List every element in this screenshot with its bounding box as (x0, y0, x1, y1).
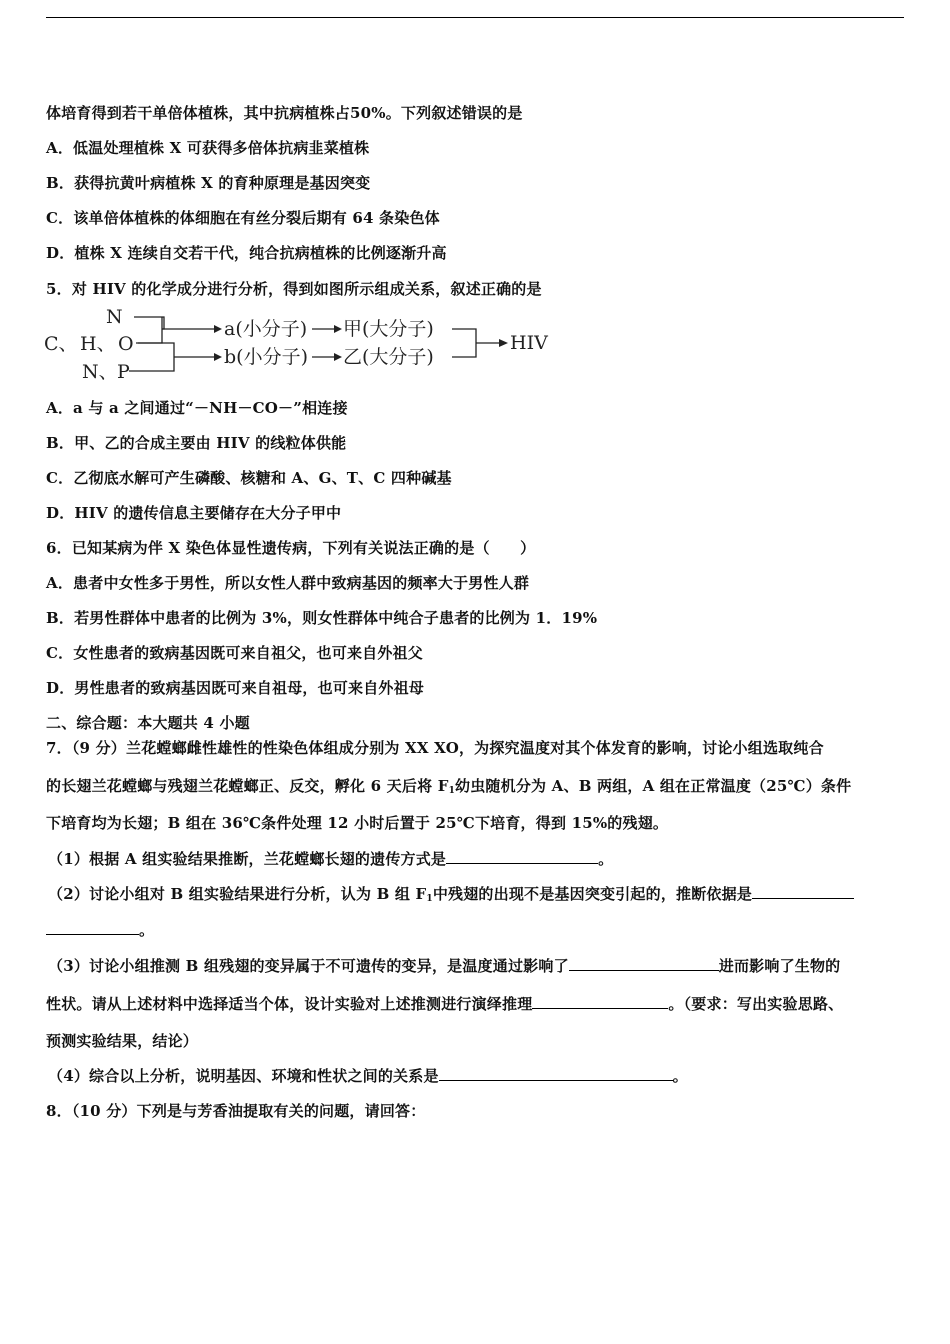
element-n-top: N (106, 306, 123, 328)
q7-part-3-req: 预测实验结果，结论） (46, 1032, 199, 1050)
element-c: C、 (44, 333, 78, 355)
q7-part-2: （2）讨论小组对 B 组实验结果进行分析，认为 B 组 $F_1$中残翅的出现不是基因突变引起的，推断依据是 (48, 884, 854, 909)
q6-option-c: C．女性患者的致病基因既可来自祖父，也可来自外祖父 (46, 644, 423, 662)
q7-part-3-cont: 性状。请从上述材料中选择适当个体，设计实验对上述推测进行演绎推理 。（要求：写出实验思路、 (46, 995, 844, 1013)
element-o: O (118, 333, 134, 355)
small-molecule-a: a(小分子) (224, 318, 308, 340)
answer-blank-4[interactable] (439, 1066, 673, 1081)
diagram-lines (129, 317, 499, 371)
q5-option-a: A．a 与 a 之间通过“－NH－CO－”相连接 (46, 399, 348, 417)
q5-option-c: C．乙彻底水解可产生磷酸、核糖和 A、G、T、C 四种碱基 (46, 469, 452, 487)
macromolecule-jia: 甲(大分子) (343, 318, 434, 340)
q6-option-b: B．若男性群体中患者的比例为 3%，则女性群体中纯合子患者的比例为 1．19% (46, 609, 598, 627)
small-molecule-b: b(小分子) (224, 346, 308, 368)
question-7-stem-1: 7．（9 分）兰花螳螂雌性雄性的性染色体组成分别为 XX XO，为探究温度对其个体发育的影响，讨论小组选取纯合 (46, 739, 824, 757)
q4-option-d: D．植株 X 连续自交若干代，纯合抗病植株的比例逐渐升高 (46, 244, 447, 262)
question-6-stem: 6．已知某病为伴 X 染色体显性遗传病，下列有关说法正确的是（ ） (46, 539, 536, 557)
q7-part-3: （3）讨论小组推测 B 组残翅的变异属于不可遗传的变异，是温度通过影响了 进而影响了生物的 (48, 957, 841, 975)
q5-option-b: B．甲、乙的合成主要由 HIV 的线粒体供能 (46, 434, 347, 452)
question-7-stem-3: 下培育均为长翅；B 组在 36℃条件处理 12 小时后置于 25℃下培育，得到 15%的残翅。 (46, 814, 669, 832)
q7-part-1: （1）根据 A 组实验结果推断，兰花螳螂长翅的遗传方式是 。 (48, 850, 614, 868)
q4-option-c: C．该单倍体植株的体细胞在有丝分裂后期有 64 条染色体 (46, 209, 440, 227)
section-heading: 二、综合题：本大题共 4 小题 (46, 714, 250, 732)
q7-part-4: （4）综合以上分析，说明基因、环境和性状之间的关系是 。 (48, 1067, 688, 1085)
q4-option-a: A．低温处理植株 X 可获得多倍体抗病韭菜植株 (46, 139, 370, 157)
q7-part-2-cont: 。 (46, 920, 154, 940)
hiv-label: HIV (510, 332, 548, 354)
element-h: H、 (80, 333, 116, 355)
q5-option-d: D．HIV 的遗传信息主要储存在大分子甲中 (46, 504, 342, 522)
q4-option-b: B．获得抗黄叶病植株 X 的育种原理是基因突变 (46, 174, 371, 192)
answer-blank-1[interactable] (446, 849, 598, 864)
element-p: P (117, 361, 130, 383)
q6-option-a: A．患者中女性多于男性，所以女性人群中致病基因的频率大于男性人群 (46, 574, 530, 592)
hiv-composition-diagram (44, 305, 564, 387)
answer-blank-2a[interactable] (752, 884, 854, 899)
answer-blank-2b[interactable] (46, 920, 139, 935)
element-n-bottom: N、 (82, 361, 118, 383)
answer-blank-3a[interactable] (569, 956, 719, 971)
header-rule (46, 17, 904, 18)
question-7-stem-2: 的长翅兰花螳螂与残翅兰花螳螂正、反交，孵化 6 天后将 $F_1$幼虫随机分为 A、B 两组，A 组在正常温度（25℃）条件 (46, 777, 852, 796)
question-8-stem: 8．（10 分）下列是与芳香油提取有关的问题，请回答： (46, 1102, 426, 1120)
question-5-stem: 5．对 HIV 的化学成分进行分析，得到如图所示组成关系，叙述正确的是 (46, 280, 542, 298)
macromolecule-yi: 乙(大分子) (343, 346, 434, 368)
q6-option-d: D．男性患者的致病基因既可来自祖母，也可来自外祖母 (46, 679, 425, 697)
answer-blank-3b[interactable] (532, 994, 668, 1009)
question-4-stem-end: 体培育得到若干单倍体植株，其中抗病植株占50%。下列叙述错误的是 (46, 104, 523, 122)
